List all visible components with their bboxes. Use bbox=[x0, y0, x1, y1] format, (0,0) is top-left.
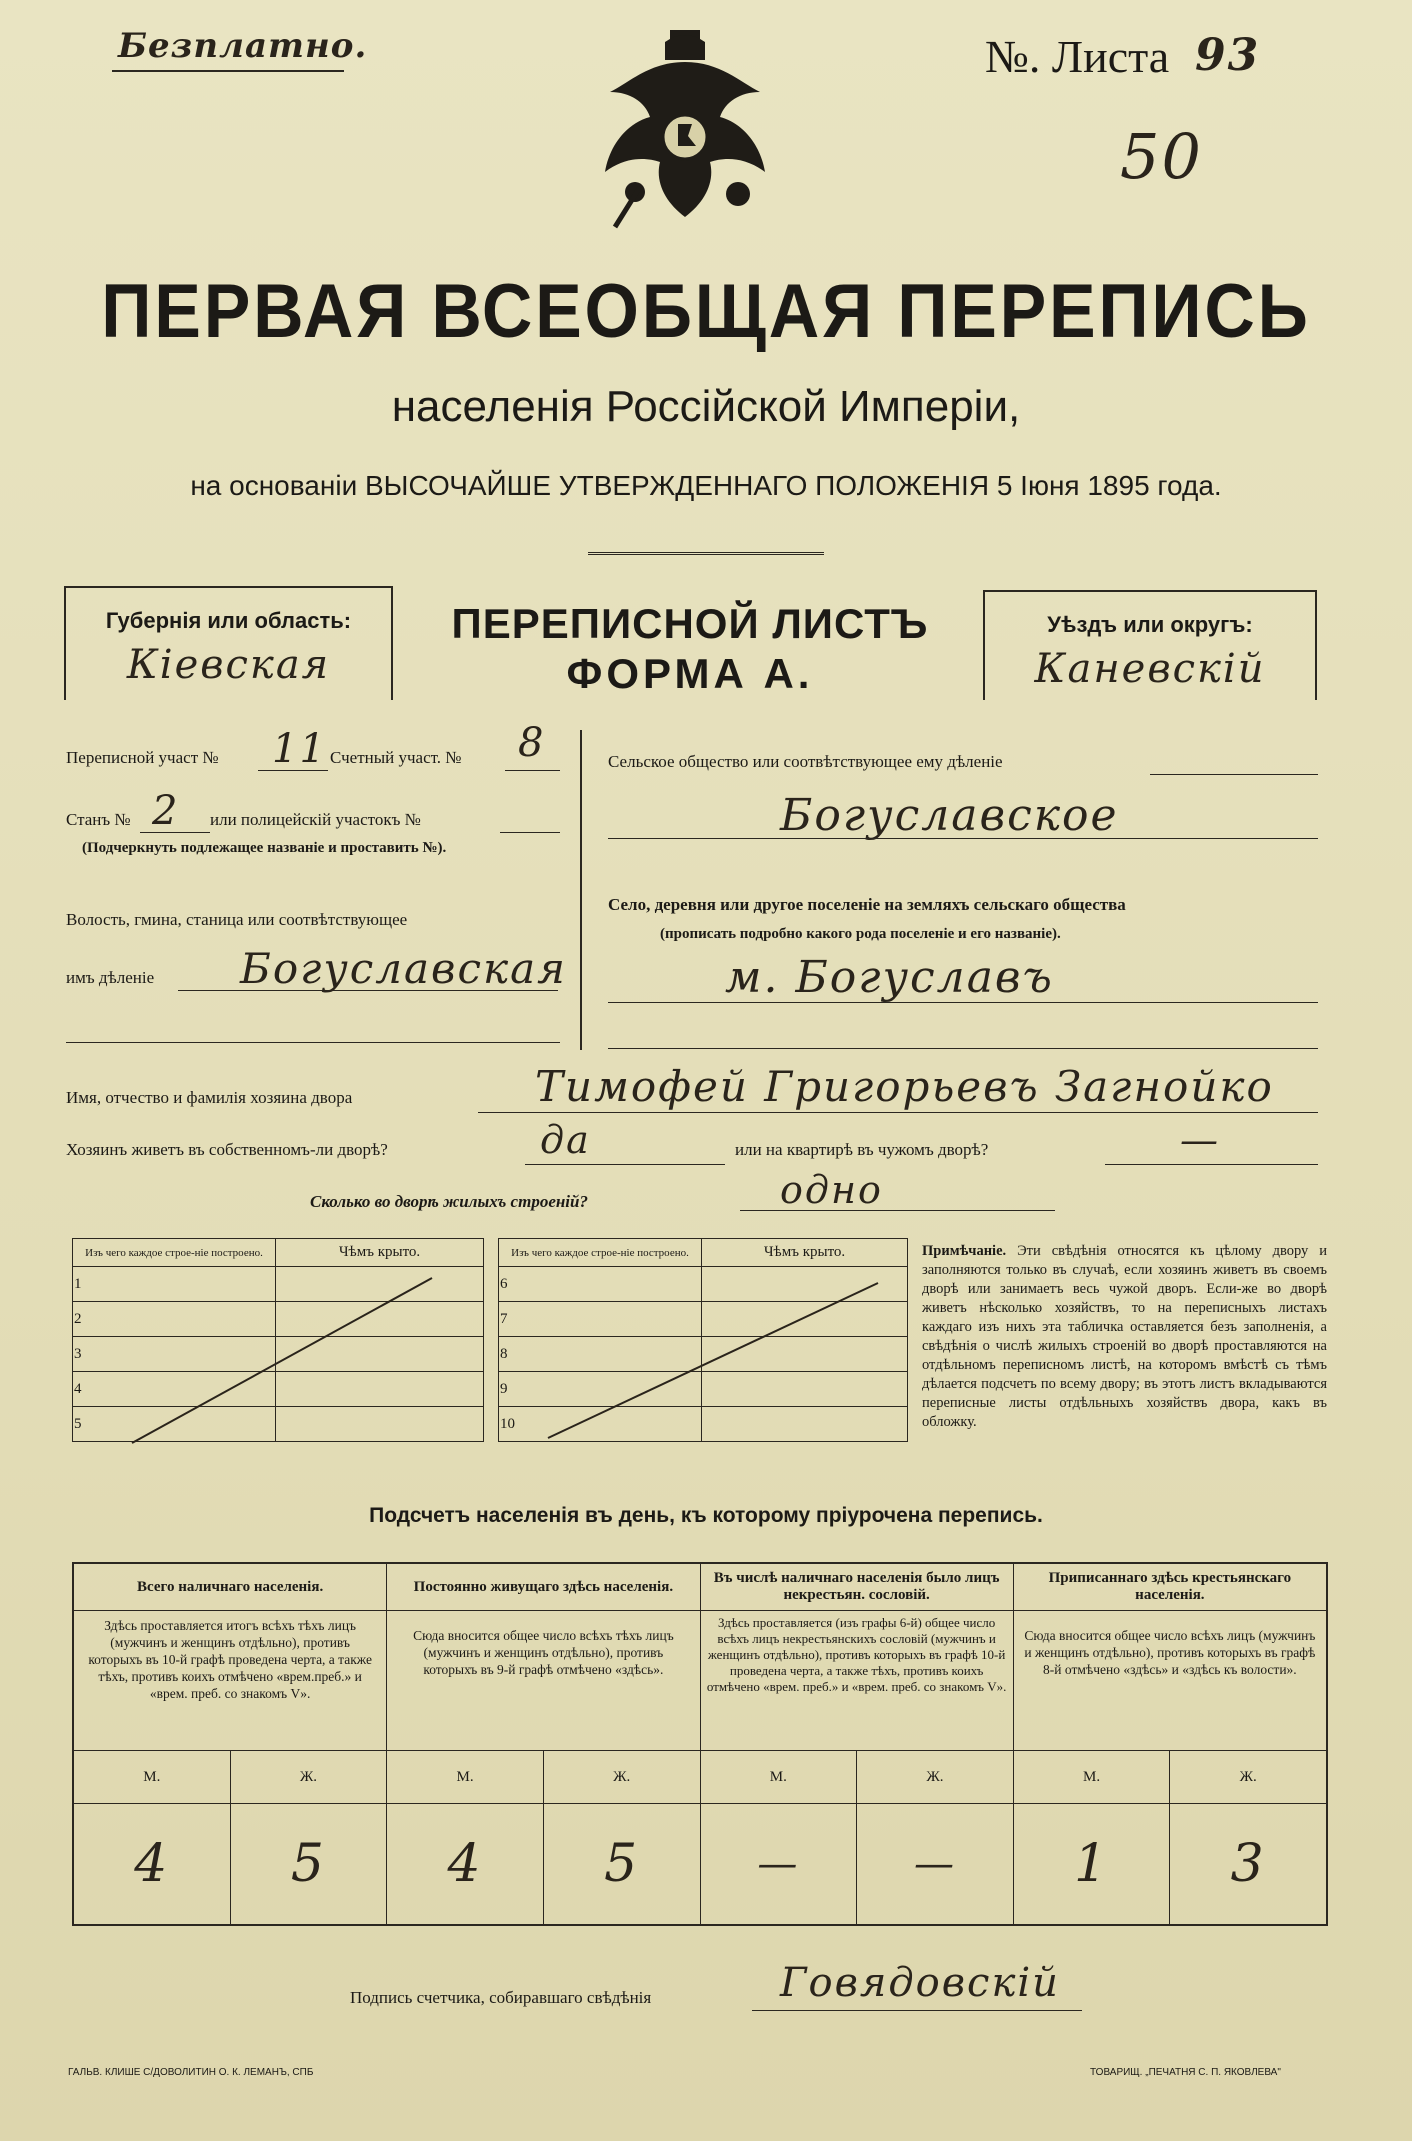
count-title: Подсчетъ населенія въ день, къ которому пріурочена перепись. bbox=[369, 1504, 1043, 1527]
male-label: М. bbox=[701, 1751, 858, 1803]
male-count: 4 bbox=[387, 1804, 544, 1924]
form-title: ПЕРЕПИСНОЙ ЛИСТЪ bbox=[451, 600, 929, 647]
district-label: Уѣздъ или округъ: bbox=[1047, 612, 1253, 637]
roof-column-header: Чѣмъ крыто. bbox=[702, 1239, 908, 1267]
society-line-2 bbox=[608, 838, 1318, 839]
female-count: 3 bbox=[1230, 1834, 1266, 1894]
census-area-value: 11 bbox=[272, 726, 327, 772]
female-label: Ж. bbox=[926, 1768, 944, 1785]
building-row-number: 6 bbox=[499, 1267, 702, 1302]
male-label: М. bbox=[74, 1751, 231, 1803]
village-line-2 bbox=[608, 1048, 1318, 1049]
building-row-number: 1 bbox=[73, 1267, 276, 1302]
free-underline bbox=[112, 70, 344, 72]
male-count: — bbox=[701, 1804, 858, 1924]
own-yard-label: Хозяинъ живетъ въ собственномъ-ли дворѣ? bbox=[66, 1140, 388, 1159]
printer-right: ТОВАРИЩ. „ПЕЧАТНЯ С. П. ЯКОВЛЕВА" bbox=[1090, 2067, 1281, 2078]
male-count: 4 bbox=[74, 1804, 231, 1924]
table-note bbox=[922, 1242, 1327, 1432]
count-area-label: Счетный участ. № bbox=[330, 748, 462, 767]
building-row-number: 10 bbox=[499, 1407, 702, 1442]
main-title: ПЕРВАЯ ВСЕОБЩАЯ ПЕРЕПИСЬ bbox=[101, 269, 1311, 354]
volost-label-2: имъ дѣленіе bbox=[66, 968, 155, 987]
count-column-desc: Здѣсь проставляется итогъ всѣхъ тѣхъ лицъ (мужчинъ и женщинъ отдѣльно), противъ которыхъ въ 10-й графѣ проведена черта, а также тѣхъ, противъ коихъ отмѣчено «врем.преб.» и «врем. преб. со знакомъ V». bbox=[74, 1611, 386, 1751]
stan-value: 2 bbox=[152, 788, 180, 834]
count-column-head: Приписаннаго здѣсь крестьянскаго населенія. bbox=[1014, 1564, 1326, 1611]
census-area-label: Переписной участ № bbox=[66, 748, 219, 767]
double-headed-eagle-emblem bbox=[590, 22, 780, 242]
female-count: 5 bbox=[604, 1834, 640, 1894]
owner-name-line bbox=[478, 1112, 1318, 1113]
count-column-head: Постоянно живущаго здѣсь населенія. bbox=[387, 1564, 699, 1611]
fields-separator bbox=[580, 730, 582, 1050]
society-value: Богуславское bbox=[780, 790, 1119, 841]
rent-line bbox=[1105, 1164, 1318, 1165]
province-label: Губернія или область: bbox=[105, 608, 352, 633]
count-column-desc: Сюда вносится общее число всѣхъ лицъ (мужчинъ и женщинъ отдѣльно), противъ которыхъ въ графѣ 8-й отмѣчено «здѣсь» и «здѣсь къ волости». bbox=[1014, 1611, 1326, 1751]
material-column-header: Изъ чего каждое строе-ніе построено. bbox=[73, 1239, 276, 1267]
count-column bbox=[701, 1564, 1014, 1924]
count-column bbox=[1014, 1564, 1326, 1924]
own-yard-line bbox=[525, 1164, 725, 1165]
sheet-number-value: 93 bbox=[1195, 30, 1261, 81]
society-line-1 bbox=[1150, 774, 1318, 775]
count-column bbox=[74, 1564, 387, 1924]
form-subtitle: ФОРМА А. bbox=[566, 650, 814, 697]
ornament-divider bbox=[588, 552, 824, 555]
village-label: Село, деревня или другое поселеніе на земляхъ сельскаго общества bbox=[608, 895, 1126, 914]
roof-column-header: Чѣмъ крыто. bbox=[276, 1239, 484, 1267]
female-label: Ж. bbox=[299, 1768, 318, 1785]
handwritten-number: 50 bbox=[1120, 120, 1203, 193]
district-value: Каневскій bbox=[1034, 646, 1266, 692]
building-row-number: 5 bbox=[73, 1407, 276, 1442]
female-count: 5 bbox=[290, 1834, 326, 1894]
province-value: Кіевская bbox=[126, 642, 331, 688]
stan-label: Станъ № bbox=[66, 810, 131, 829]
own-yard-value: да bbox=[540, 1118, 591, 1162]
sheet-number-label: №. Листа bbox=[985, 31, 1170, 82]
buildings-value: одно bbox=[780, 1168, 883, 1212]
village-value: м. Богуславъ bbox=[725, 952, 1054, 1003]
count-area-value: 8 bbox=[518, 720, 546, 766]
building-row-number: 8 bbox=[499, 1337, 702, 1372]
building-row-number: 4 bbox=[73, 1372, 276, 1407]
district-box bbox=[983, 590, 1317, 700]
female-count: — bbox=[913, 1841, 956, 1887]
village-line-1 bbox=[608, 1002, 1318, 1003]
society-label: Сельское общество или соотвѣтствующее ему дѣленіе bbox=[608, 752, 1003, 771]
subtitle: населенія Россійской Имперіи, bbox=[391, 382, 1021, 431]
police-line bbox=[500, 832, 560, 833]
building-row-number: 2 bbox=[73, 1302, 276, 1337]
village-note: (прописать подробно какого рода поселеніе и его названіе). bbox=[660, 926, 1061, 942]
legal-basis: на основаніи ВЫСОЧАЙШЕ УТВЕРЖДЕННАГО ПОЛОЖЕНІЯ 5 Іюня 1895 года. bbox=[190, 470, 1222, 501]
owner-name-label: Имя, отчество и фамилія хозяина двора bbox=[66, 1088, 353, 1107]
rent-value: — bbox=[1180, 1118, 1220, 1162]
table-strike-line-left bbox=[72, 1268, 484, 1448]
signature-line bbox=[752, 2010, 1082, 2011]
male-count: 1 bbox=[1014, 1804, 1171, 1924]
male-label: М. bbox=[387, 1751, 544, 1803]
police-label: или полицейскій участокъ № bbox=[210, 810, 421, 829]
free-label: Безплатно. bbox=[118, 26, 368, 66]
volost-label-1: Волость, гмина, станица или соотвѣтствующее bbox=[66, 910, 408, 929]
volost-value: Богуславская bbox=[240, 944, 567, 993]
signature-value: Говядовскій bbox=[780, 1960, 1060, 2006]
count-column-head: Всего наличнаго населенія. bbox=[74, 1564, 386, 1611]
material-column-header: Изъ чего каждое строе-ніе построено. bbox=[499, 1239, 702, 1267]
signature-label: Подпись счетчика, собиравшаго свѣдѣнія bbox=[350, 1988, 652, 2007]
male-label: М. bbox=[1014, 1751, 1171, 1803]
count-column bbox=[387, 1564, 700, 1924]
building-row-number: 7 bbox=[499, 1302, 702, 1337]
printer-left: ГАЛЬВ. КЛИШЕ С/ДОВОЛИТИН О. К. ЛЕМАНЪ, СПБ bbox=[68, 2067, 314, 2078]
volost-line-2 bbox=[66, 1042, 560, 1043]
buildings-label: Сколько во дворѣ жилыхъ строеній? bbox=[310, 1192, 588, 1211]
count-column-desc: Сюда вносится общее число всѣхъ тѣхъ лицъ (мужчинъ и женщинъ отдѣльно), противъ которыхъ въ 9-й графѣ отмѣчено «здѣсь». bbox=[387, 1611, 699, 1751]
count-table bbox=[72, 1562, 1328, 1926]
building-row-number: 9 bbox=[499, 1372, 702, 1407]
female-label: Ж. bbox=[613, 1768, 631, 1785]
police-note: (Подчеркнуть подлежащее названіе и проставить №). bbox=[82, 840, 447, 856]
count-area-line bbox=[505, 770, 560, 771]
rent-label: или на квартирѣ въ чужомъ дворѣ? bbox=[735, 1140, 989, 1159]
female-label: Ж. bbox=[1239, 1768, 1257, 1785]
count-column-head: Въ числѣ наличнаго населенія было лицъ некрестьян. сословій. bbox=[701, 1564, 1013, 1611]
note-text: Эти свѣдѣнія относятся къ цѣлому двору и заполняются только въ случаѣ, если хозяинъ живетъ въ своемъ дворѣ или занимаетъ весь чужой дворъ. Если-же во дворѣ живетъ нѣсколько хозяйствъ, то на переписныхъ листахъ каждаго изъ нихъ эта табличка оставляется безъ заполненія, а свѣдѣнія о числѣ жилыхъ строеній во дворѣ проставляются на отдѣльномъ переписномъ листѣ, на которомъ вмѣстѣ съ тѣмъ дѣлается подсчетъ по всему двору; въ этотъ листъ вкладываются переписные листы отдѣльныхъ хозяйствъ двора, какъ въ обложку. bbox=[922, 1243, 1327, 1430]
owner-name-value: Тимофей Григорьевъ Загнойко bbox=[535, 1062, 1274, 1111]
building-row-number: 3 bbox=[73, 1337, 276, 1372]
note-lead: Примѣчаніе. bbox=[922, 1243, 1007, 1259]
province-box bbox=[64, 586, 393, 700]
table-strike-line-right bbox=[498, 1268, 908, 1448]
count-column-desc: Здѣсь проставляется (изъ графы 6-й) общее число всѣхъ лицъ некрестьянскихъ сословій (мужчинъ и женщинъ отдѣльно), противъ которыхъ въ графѣ 10-й проведена черта, а также тѣхъ, противъ коихъ отмѣчено «врем. преб.» и «врем. преб. со знакомъ V». bbox=[701, 1611, 1013, 1751]
